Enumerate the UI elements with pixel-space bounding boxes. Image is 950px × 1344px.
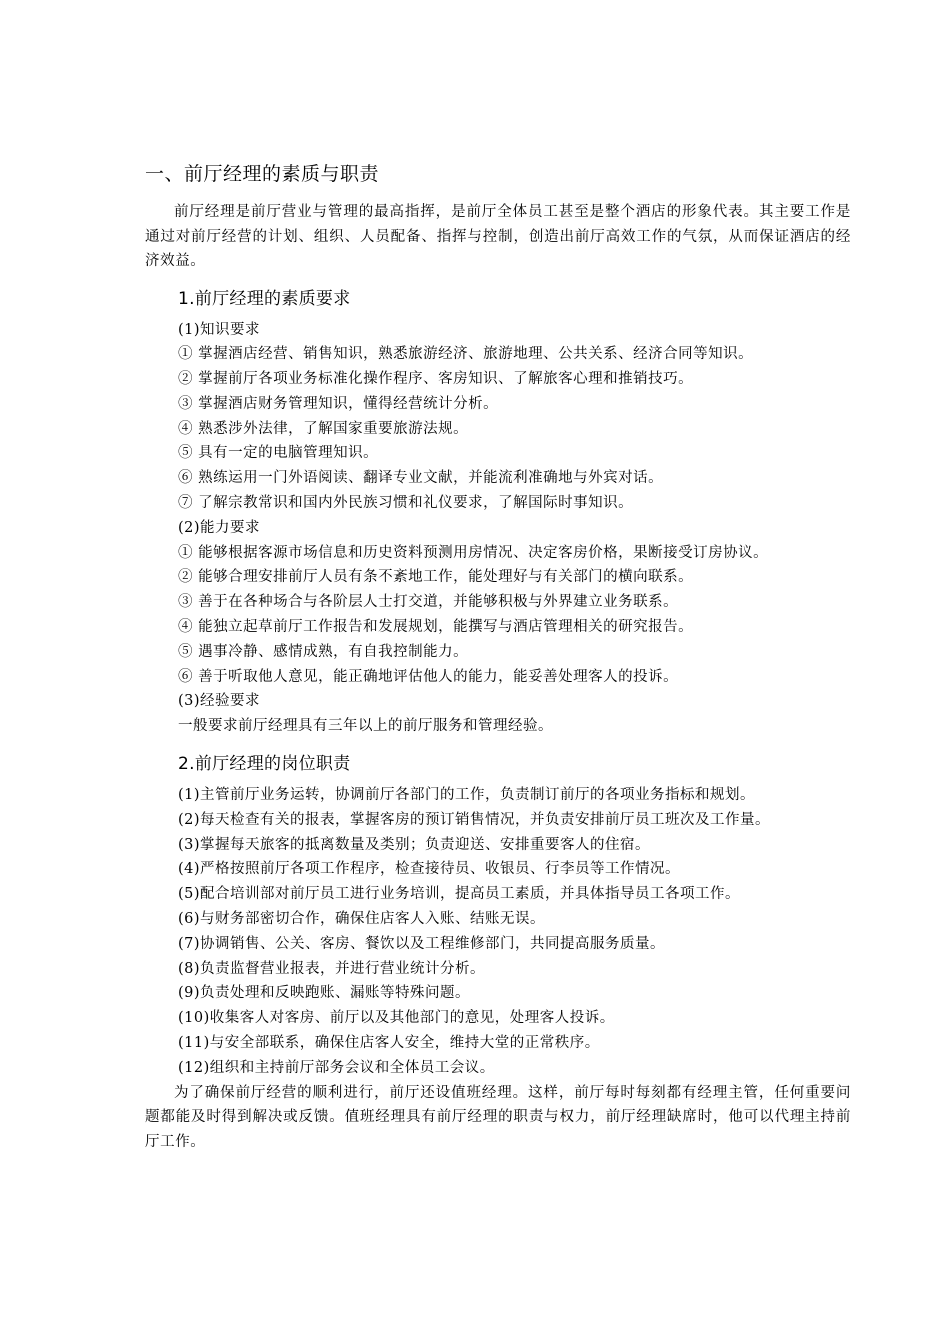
list-item: (1)主管前厅业务运转，协调前厅各部门的工作，负责制订前厅的各项业务指标和规划。: [178, 787, 756, 804]
list-item: ⑥ 熟练运用一门外语阅读、翻译专业文献，并能流利准确地与外宾对话。: [178, 470, 664, 487]
list-item: ⑦ 了解宗教常识和国内外民族习惯和礼仪要求，了解国际时事知识。: [178, 495, 634, 512]
list-item: (3)经验要求: [178, 693, 261, 710]
duties-list: [145, 783, 851, 1081]
page-title: 一、前厅经理的素质与职责: [145, 163, 380, 185]
list-item: (5)配合培训部对前厅员工进行业务培训，提高员工素质，并具体指导员工各项工作。: [178, 886, 741, 903]
list-item: ④ 熟悉涉外法律，了解国家重要旅游法规。: [178, 420, 469, 437]
list-item: ⑤ 遇事冷静、感情成熟，有自我控制能力。: [178, 643, 469, 660]
list-item: (2)能力要求: [178, 519, 261, 536]
list-item: (1)知识要求: [178, 321, 261, 338]
list-item: ③ 掌握酒店财务管理知识，懂得经营统计分析。: [178, 395, 499, 412]
section-heading-qualifications: 1.前厅经理的素质要求: [178, 288, 351, 309]
list-item: (7)协调销售、公关、客房、餐饮以及工程维修部门，共同提高服务质量。: [178, 935, 666, 952]
list-item: ③ 善于在各种场合与各阶层人士打交道，并能够积极与外界建立业务联系。: [178, 594, 679, 611]
list-item: 一般要求前厅经理具有三年以上的前厅服务和管理经验。: [178, 718, 553, 735]
intro-paragraph: 前厅经理是前厅营业与管理的最高指挥，是前厅全体员工甚至是整个酒店的形象代表。其主要工作是通过对前厅经营的计划、组织、人员配备、指挥与控制，创造出前厅高效工作的气氛，从而保证酒店的经济效益。: [145, 204, 851, 269]
qualifications-list: [145, 318, 851, 740]
list-item: ① 掌握酒店经营、销售知识，熟悉旅游经济、旅游地理、公共关系、经济合同等知识。: [178, 346, 754, 363]
list-item: ④ 能独立起草前厅工作报告和发展规划，能撰写与酒店管理相关的研究报告。: [178, 619, 694, 636]
list-item: (11)与安全部联系，确保住店客人安全，维持大堂的正常秩序。: [178, 1035, 600, 1052]
list-item: ② 掌握前厅各项业务标准化操作程序、客房知识、了解旅客心理和推销技巧。: [178, 371, 694, 388]
list-item: (12)组织和主持前厅部务会议和全体员工会议。: [178, 1059, 495, 1076]
list-item: ① 能够根据客源市场信息和历史资料预测用房情况、决定客房价格，果断接受订房协议。: [178, 544, 769, 561]
list-item: ② 能够合理安排前厅人员有条不紊地工作，能处理好与有关部门的横向联系。: [178, 569, 694, 586]
list-item: (10)收集客人对客房、前厅以及其他部门的意见，处理客人投诉。: [178, 1010, 615, 1027]
list-item: ⑤ 具有一定的电脑管理知识。: [178, 445, 379, 462]
document-page: [145, 160, 851, 1154]
list-item: ⑥ 善于听取他人意见，能正确地评估他人的能力，能妥善处理客人的投诉。: [178, 668, 679, 685]
list-item: (3)掌握每天旅客的抵离数量及类别；负责迎送、安排重要客人的住宿。: [178, 836, 651, 853]
closing-paragraph: 为了确保前厅经营的顺利进行，前厅还设值班经理。这样，前厅每时每刻都有经理主管，任何重要问题都能及时得到解决或反馈。值班经理具有前厅经理的职责与权力，前厅经理缺席时，他可以代理主持前厅工作。: [145, 1084, 851, 1150]
list-item: (2)每天检查有关的报表，掌握客房的预订销售情况，并负责安排前厅员工班次及工作量。: [178, 811, 771, 828]
list-item: (9)负责处理和反映跑账、漏账等特殊问题。: [178, 985, 471, 1002]
list-item: (4)严格按照前厅各项工作程序，检查接待员、收银员、行李员等工作情况。: [178, 861, 681, 878]
list-item: (6)与财务部密切合作，确保住店客人入账、结账无误。: [178, 911, 546, 928]
section-heading-duties: 2.前厅经理的岗位职责: [178, 754, 351, 775]
list-item: (8)负责监督营业报表，并进行营业统计分析。: [178, 960, 486, 977]
